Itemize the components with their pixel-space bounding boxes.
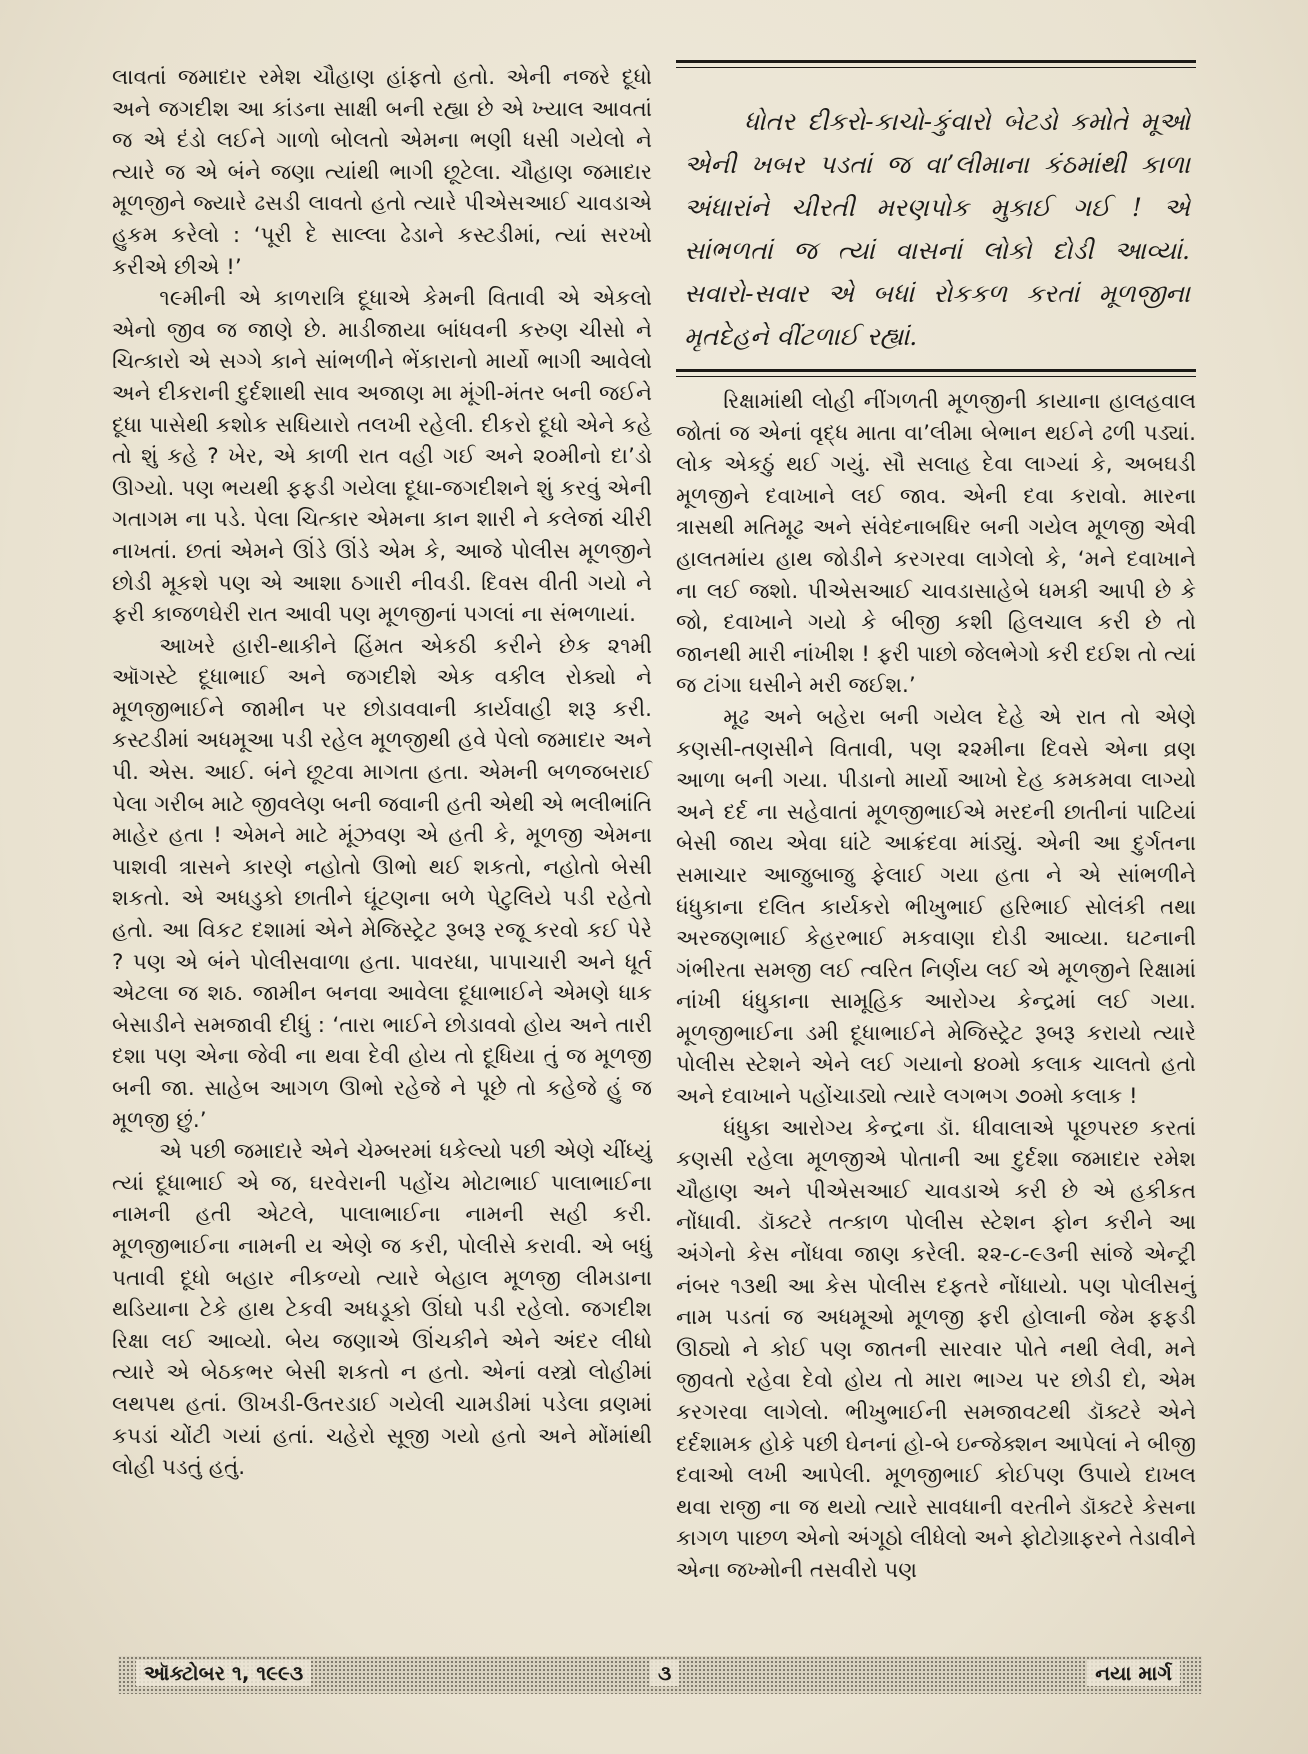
footer-page-number: ૩ (650, 1660, 679, 1686)
left-paragraph-3: આખરે હારી-થાકીને હિંમત એકઠી કરીને છેક ૨૧મી ઑગસ્ટે દૂધાભાઈ અને જગદીશે એક વકીલ રોક્યો ને મૂળજીભાઈને જામીન પર છોડાવવાની કાર્યવાહી શરૂ કરી. કસ્ટડીમાં અધમૂઆ પડી રહેલ મૂળજીથી હવે પેલો જમાદાર અને પી. એસ. આઈ. બંને છૂટવા માગતા હતા. એમની બળજબરાઈ પેલા ગરીબ માટે જીવલેણ બની જવાની હતી એથી એ ભલીભાંતિ માહેર હતા ! એમને માટે મૂંઝવણ એ હતી કે, મૂળજી એમના પાશવી ત્રાસને કારણે નહોતો ઊભો થઈ શકતો, નહોતો બેસી શકતો. એ અધડુકો છાતીને ઘૂંટણના બળે પેટુલિયે પડી રહેતો હતો. આ વિકટ દશામાં એને મેજિસ્ટ્રેટ રૂબરૂ રજૂ કરવો કઈ પેરે ? પણ એ બંને પોલીસવાળા હતા. પાવરધા, પાપાચારી અને ધૂર્ત એટલા જ શઠ. જામીન બનવા આવેલા દૂધાભાઈને એમણે ધાક બેસાડીને સમજાવી દીધું : ‘તારા ભાઈને છોડાવવો હોય અને તારી દશા પણ એના જેવી ના થવા દેવી હોય તો દૂધિયા તું જ મૂળજી બની જા. સાહેબ આગળ ઊભો રહેજે ને પૂછે તો કહેજે હું જ મૂળજી છું.’ (112, 633, 652, 1133)
page-footer (118, 1656, 1202, 1694)
pull-quote-bottom-rule (676, 369, 1196, 372)
footer-date: ઑક્ટોબર ૧, ૧૯૯૩ (136, 1660, 311, 1686)
right-paragraph-3: ધંધુકા આરોગ્ય કેન્દ્રના ડૉ. ધીવાલાએ પૂછપરછ કરતાં કણસી રહેલા મૂળજીએ પોતાની આ દુર્દશા જમાદાર રમેશ ચૌહાણ અને પીએસઆઈ ચાવડાએ કરી છે એ હકીકત નોંધાવી. ડૉક્ટરે તત્કાળ પોલીસ સ્ટેશન ફોન કરીને આ અંગેનો કેસ નોંધવા જાણ કરેલી. ૨૨-૮-૯૩ની સાંજે એન્ટ્રી નંબર ૧૩થી આ કેસ પોલીસ દફતરે નોંધાયો. પણ પોલીસનું નામ પડતાં જ અધમૂઓ મૂળજી ફરી હોલાની જેમ ફફડી ઊઠ્યો ને કોઈ પણ જાતની સારવાર પોતે નથી લેવી, મને જીવતો રહેવા દેવો હોય તો મારા ભાગ્ય પર છોડી દો, એમ કરગરવા લાગેલો. ભીખુભાઈની સમજાવટથી ડૉક્ટરે એને દર્દશામક હોકે પછી ઘેનનાં હો-બે ઇન્જેક્શન આપેલાં ને બીજી દવાઓ લખી આપેલી. મૂળજીભાઈ કોઈપણ ઉપાયે દાખલ થવા રાજી ના જ થયો ત્યારે સાવધાની વરતીને ડૉક્ટરે કેસના કાગળ પાછળ એનો અંગૂઠો લીધેલો અને ફોટોગ્રાફરને તેડાવીને એના જખ્મોની તસવીરો પણ (676, 1115, 1196, 1583)
left-column (112, 62, 652, 1484)
pull-quote-box (676, 60, 1196, 372)
right-column (676, 386, 1196, 1587)
pull-quote-top-rule (676, 60, 1196, 63)
left-paragraph-2: ૧૯મીની એ કાળરાત્રિ દૂધાએ કેમની વિતાવી એ એકલો એનો જીવ જ જાણે છે. માડીજાયા બાંધવની કરુણ ચીસો ને ચિત્કારો એ સગ્ગે કાને સાંભળીને ભેંકારાનો માર્યો ભાગી આવેલો અને દીકરાની દુર્દશાથી સાવ અજાણ મા મૂંગી-મંતર બની જઈને દૂધા પાસેથી કશોક સધિયારો તલખી રહેલી. દીકરો દૂધો એને કહે તો શું કહે ? ખેર, એ કાળી રાત વહી ગઈ અને ૨૦મીનો દા’ડો ઊગ્યો. પણ ભયથી ફફડી ગયેલા દૂધા-જગદીશને શું કરવું એની ગતાગમ ના પડે. પેલા ચિત્કાર એમના કાન શારી ને કલેજાં ચીરી નાખતાં. છતાં એમને ઊંડે ઊંડે એમ કે, આજે પોલીસ મૂળજીને છોડી મૂકશે પણ એ આશા ઠગારી નીવડી. દિવસ વીતી ગયો ને ફરી કાજળઘેરી રાત આવી પણ મૂળજીનાં પગલાં ના સંભળાયાં. (112, 286, 652, 628)
right-paragraph-2: મૂઢ અને બહેરા બની ગયેલ દેહે એ રાત તો એણે કણસી-તણસીને વિતાવી, પણ ૨૨મીના દિવસે એના વ્રણ આળા બની ગયા. પીડાનો માર્યો આખો દેહ કમકમવા લાગ્યો અને દર્દ ના સહેવાતાં મૂળજીભાઈએ મરદની છાતીનાં પાટિયાં બેસી જાય એવા ઘાંટે આક્રંદવા માંડ્યું. એની આ દુર્ગતના સમાચાર આજુબાજુ ફેલાઈ ગયા હતા ને એ સાંભળીને ધંધુકાના દલિત કાર્યકરો ભીખુભાઈ હરિભાઈ સોલંકી તથા અરજણભાઈ કેહરભાઈ મકવાણા દોડી આવ્યા. ઘટનાની ગંભીરતા સમજી લઈ ત્વરિત નિર્ણય લઈ એ મૂળજીને રિક્ષામાં નાંખી ધંધુકાના સામૂહિક આરોગ્ય કેન્દ્રમાં લઈ ગયા. મૂળજીભાઈના ડમી દૂધાભાઈને મેજિસ્ટ્રેટ રૂબરૂ કરાયો ત્યારે પોલીસ સ્ટેશને એને લઈ ગયાનો ૪૦મો કલાક ચાલતો હતો અને દવાખાને પહોંચાડ્યો ત્યારે લગભગ ૭૦મો કલાક ! (676, 704, 1196, 1110)
footer-publication: નયા માર્ગ (1087, 1660, 1180, 1686)
right-paragraph-1: રિક્ષામાંથી લોહી નીંગળતી મૂળજીની કાયાના હાલહવાલ જોતાં જ એનાં વૃદ્ધ માતા વા’લીમા બેભાન થઈને ઢળી પડ્યાં. લોક એકઠું થઈ ગયું. સૌ સલાહ દેવા લાગ્યાં કે, અબઘડી મૂળજીને દવાખાને લઈ જાવ. એની દવા કરાવો. મારના ત્રાસથી મતિમૂઢ અને સંવેદનાબધિર બની ગયેલ મૂળજી એવી હાલતમાંય હાથ જોડીને કરગરવા લાગેલો કે, ‘મને દવાખાને ના લઈ જશો. પીએસઆઈ ચાવડાસાહેબે ધમકી આપી છે કે જો, દવાખાને ગયો કે બીજી કશી હિલચાલ કરી છે તો જાનથી મારી નાંખીશ ! ફરી પાછો જેલભેગો કરી દઈશ તો ત્યાં જ ટાંગા ઘસીને મરી જઈશ.’ (676, 389, 1196, 699)
pull-quote-text: ધોતર દીકરો-કાચો-કુંવારો બેટડો કમોતે મૂઓ એની ખબર પડતાં જ વા’લીમાના કંઠમાંથી કાળા અંધારાંને ચીરતી મરણપોક મુકાઈ ગઈ ! એ સાંભળતાં જ ત્યાં વાસનાં લોકો દોડી આવ્યાં. સવારો-સવાર એ બધાં રોકકળ કરતાં મૂળજીના મૃતદેહને વીંટળાઈ રહ્યાં. (684, 107, 1190, 351)
left-paragraph-4: એ પછી જમાદારે એને ચેમ્બરમાં ધકેલ્યો પછી એણે ચીંધ્યું ત્યાં દૂધાભાઈ એ જ, ઘરવેરાની પહોંચ મોટાભાઈ પાલાભાઈના નામની હતી એટલે, પાલાભાઈના નામની સહી કરી. મૂળજીભાઈના નામની ય એણે જ કરી, પોલીસે કરાવી. એ બધું પતાવી દૂધો બહાર નીકળ્યો ત્યારે બેહાલ મૂળજી લીમડાના થડિયાના ટેકે હાથ ટેકવી અધડૂકો ઊંઘો પડી રહેલો. જગદીશ રિક્ષા લઈ આવ્યો. બેય જણાએ ઊંચકીને એને અંદર લીધો ત્યારે એ બેઠકભર બેસી શકતો ન હતો. એનાં વસ્ત્રો લોહીમાં લથપથ હતાં. ઊખડી-ઉતરડાઈ ગયેલી ચામડીમાં પડેલા વ્રણમાં કપડાં ચોંટી ગયાં હતાં. ચહેરો સૂજી ગયો હતો અને મોંમાંથી લોહી પડતું હતું. (112, 1139, 652, 1481)
left-paragraph-1: લાવતાં જમાદાર રમેશ ચૌહાણ હાંફતો હતો. એની નજરે દૂધો અને જગદીશ આ કાંડના સાક્ષી બની રહ્યા છે એ ખ્યાલ આવતાં જ એ દંડો લઈને ગાળો બોલતો એમના ભણી ધસી ગયેલો ને ત્યારે જ એ બંને જણા ત્યાંથી ભાગી છૂટેલા. ચૌહાણ જમાદાર મૂળજીને જ્યારે ઢસડી લાવતો હતો ત્યારે પીએસઆઈ ચાવડાએ હુકમ કરેલો : ‘પૂરી દે સાલ્લા ઢેડાને કસ્ટડીમાં, ત્યાં સરખો કરીએ છીએ !’ (112, 65, 652, 280)
